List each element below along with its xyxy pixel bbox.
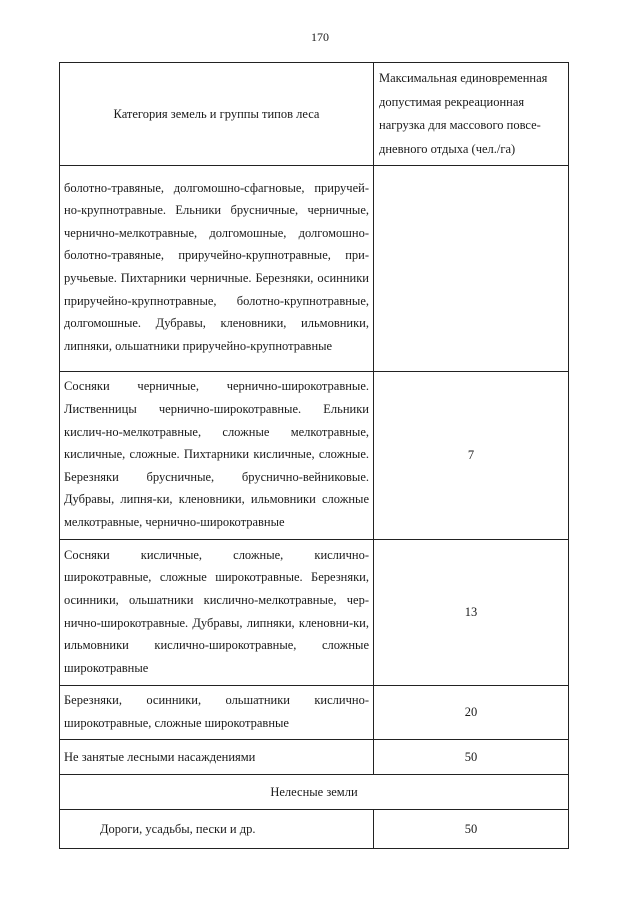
load-cell: 50 [374, 740, 569, 775]
load-cell: 13 [374, 540, 569, 686]
header-category: Категория земель и группы типов леса [60, 63, 374, 166]
table-row [60, 686, 569, 740]
load-cell: 20 [374, 686, 569, 740]
category-cell: Березняки, осинники, ольшатники кислично-широкотравные, сложные широкотравные [60, 686, 374, 740]
recreation-load-table [59, 62, 569, 849]
table-row [60, 166, 569, 372]
page-number: 170 [311, 30, 329, 44]
load-cell: 7 [374, 372, 569, 540]
table-header-row [60, 63, 569, 166]
table-row [60, 540, 569, 686]
category-cell: Сосняки черничные, чернично-широкотравные. Лиственницы чернично-широкотравные. Ельники кислич-но-мелкотравные, сложные мелкотравные, кисличные, сложные. Пихтарники кисличные, сложные. Березняки брусничные, бруснично-вейниковые. Дубравы, липня-ки, кленовники, ильмовники сложные мелкотравные, чернично-широкотравные [60, 372, 374, 540]
table-row [60, 740, 569, 775]
load-cell [374, 166, 569, 372]
load-cell: 50 [374, 810, 569, 849]
table-row [60, 372, 569, 540]
category-cell: Дороги, усадьбы, пески и др. [60, 810, 374, 849]
category-cell: болотно-травяные, долгомошно-сфагновые, приручей-но-крупнотравные. Ельники брусничные, черничные, чернично-мелкотравные, долгомошные, долгомошно-болотно-травяные, приручейно-крупнотравные, при-ручьевые. Пихтарники черничные. Березняки, осинники приручейно-крупнотравные, болотно-крупнотравные, долгомошные. Дубравы, кленовники, ильмовники, липняки, ольшатники приручейно-крупнотравные [60, 166, 374, 372]
category-cell: Сосняки кисличные, сложные, кислично-широкотравные, сложные широкотравные. Березняки, осинники, ольшатники кислично-мелкотравные, чер-нично-широкотравные. Дубравы, липняки, кленовни-ки, ильмовники кислично-широкотравные, сложные широкотравные [60, 540, 374, 686]
subsection-title: Нелесные земли [60, 775, 569, 810]
subsection-row [60, 775, 569, 810]
table-row [60, 810, 569, 849]
category-cell: Не занятые лесными насаждениями [60, 740, 374, 775]
header-max-load: Максимальная единовременная допустимая рекреационная нагрузка для массового повсе-дневного отдыха (чел./га) [374, 63, 569, 166]
